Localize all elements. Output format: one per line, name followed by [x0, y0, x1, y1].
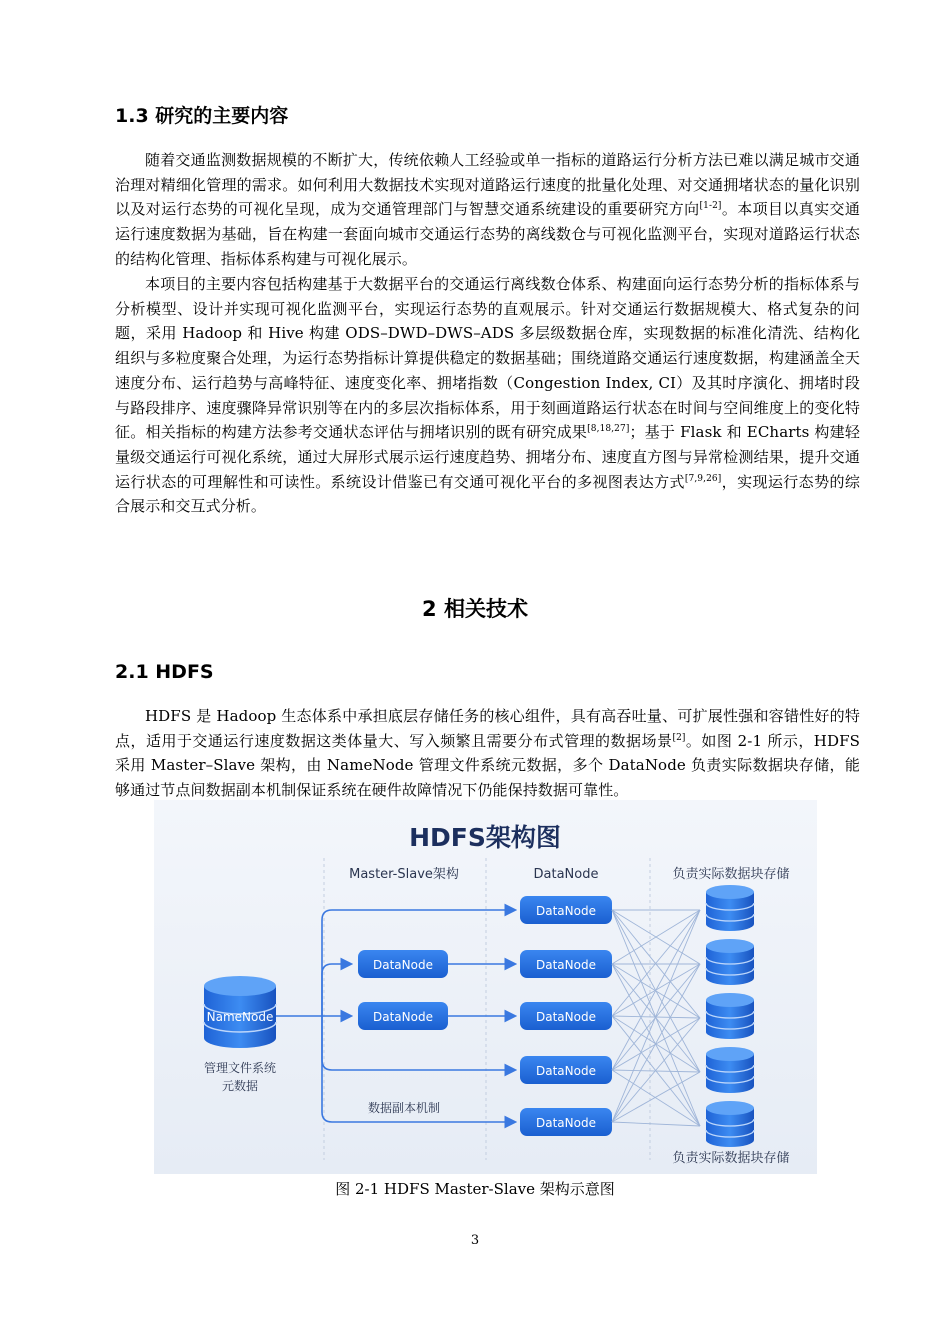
datanode-node: [358, 950, 448, 978]
datanode-node: [520, 1002, 612, 1030]
storage-database-icon: [706, 1101, 754, 1147]
storage-database-icon: [706, 993, 754, 1039]
page-number: 3: [470, 1233, 480, 1248]
hdfs-architecture-figure: [154, 800, 817, 1174]
svg-text:DataNode: DataNode: [536, 1064, 596, 1078]
svg-text:DataNode: DataNode: [536, 1010, 596, 1024]
section-2-1-paragraph-1: HDFS 是 Hadoop 生态体系中承担底层存储任务的核心组件，具有高吞吐量、可扩展性强和容错性好的特点，适用于交通运行速度数据这类体量大、写入频繁且需要分布式管理的数据场景[2]。如图 2-1 所示，HDFS 采用 Master–Slave 架构，由 NameNode 管理文件系统元数据，多个 DataNode 负责实际数据块存储，能够通过节点间数据副本机制保证系统在硬件故障情况下仍能保持数据可靠性。: [115, 707, 860, 800]
figure-title: HDFS架构图: [409, 823, 561, 852]
chapter-2-heading: 2 相关技术: [422, 597, 528, 621]
namenode-description-line-2: 元数据: [221, 1079, 259, 1093]
column-label-datanode: DataNode: [533, 867, 599, 882]
citation[interactable]: [2]: [672, 732, 686, 743]
section-1-3-paragraph-1: 随着交通监测数据规模的不断扩大，传统依赖人工经验或单一指标的道路运行分析方法已难以满足城市交通治理对精细化管理的需求。如何利用大数据技术实现对道路运行速度的批量化处理、对交通拥堵状态的量化识别以及对运行态势的可视化呈现，成为交通管理部门与智慧交通系统建设的重要研究方向[1-2]。本项目以真实交通运行速度数据为基础，旨在构建一套面向城市交通运行态势的离线数仓与可视化监测平台，实现对道路运行状态的结构化管理、指标体系构建与可视化展示。: [115, 151, 860, 268]
datanode-node: [520, 950, 612, 978]
section-1-3-heading: 1.3 研究的主要内容: [115, 105, 289, 127]
svg-text:DataNode: DataNode: [536, 1116, 596, 1130]
datanode-node: [520, 896, 612, 924]
citation[interactable]: [8,18,27]: [587, 424, 630, 435]
column-label-master: Master-Slave架构: [349, 867, 459, 882]
storage-database-icon: [706, 939, 754, 985]
section-2-1-heading: 2.1 HDFS: [115, 661, 214, 683]
datanode-node: [520, 1108, 612, 1136]
storage-database-icon: [706, 1047, 754, 1093]
hdfs-diagram: [154, 800, 817, 1174]
citation[interactable]: [7,9,26]: [684, 473, 722, 484]
svg-text:DataNode: DataNode: [536, 958, 596, 972]
svg-text:DataNode: DataNode: [373, 1010, 433, 1024]
column-label-storage: 负责实际数据块存储: [672, 867, 790, 882]
storage-database-icon: [706, 885, 754, 931]
replica-mechanism-label: 数据副本机制: [367, 1101, 441, 1115]
datanode-node: [520, 1056, 612, 1084]
figure-caption: 图 2-1 HDFS Master-Slave 架构示意图: [335, 1180, 615, 1198]
svg-text:DataNode: DataNode: [536, 904, 596, 918]
namenode-description-line-1: 管理文件系统: [203, 1061, 277, 1075]
svg-text:DataNode: DataNode: [373, 958, 433, 972]
datanode-node: [358, 1002, 448, 1030]
citation[interactable]: [1-2]: [699, 201, 722, 212]
bottom-storage-label: 负责实际数据块存储: [672, 1151, 790, 1166]
namenode-label: NameNode: [206, 1010, 274, 1024]
section-1-3-paragraph-2: 本项目的主要内容包括构建基于大数据平台的交通运行离线数仓体系、构建面向运行态势分析的指标体系与分析模型、设计并实现可视化监测平台，实现运行态势的直观展示。针对交通运行数据规模大、格式复杂的问题，采用 Hadoop 和 Hive 构建 ODS–DWD–DWS–ADS 多层级数据仓库，实现数据的标准化清洗、结构化组织与多粒度聚合处理，为运行态势指标计算提供稳定的数据基础；围绕道路交通运行速度数据，构建涵盖全天速度分布、运行趋势与高峰特征、速度变化率、拥堵指数（Congestion Index, CI）及其时序演化、拥堵时段与路段排序、速度骤降异常识别等在内的多层次指标体系，用于刻画道路运行状态在时间与空间维度上的变化特征。相关指标的构建方法参考交通状态评估与拥堵识别的既有研究成果[8,18,27]；基于 Flask 和 ECharts 构建轻量级交通运行可视化系统，通过大屏形式展示运行速度趋势、拥堵分布、速度直方图与异常检测结果，提升交通运行状态的可理解性和可读性。系统设计借鉴已有交通可视化平台的多视图表达方式[7,9,26]，实现运行态势的综合展示和交互式分析。: [115, 275, 860, 516]
